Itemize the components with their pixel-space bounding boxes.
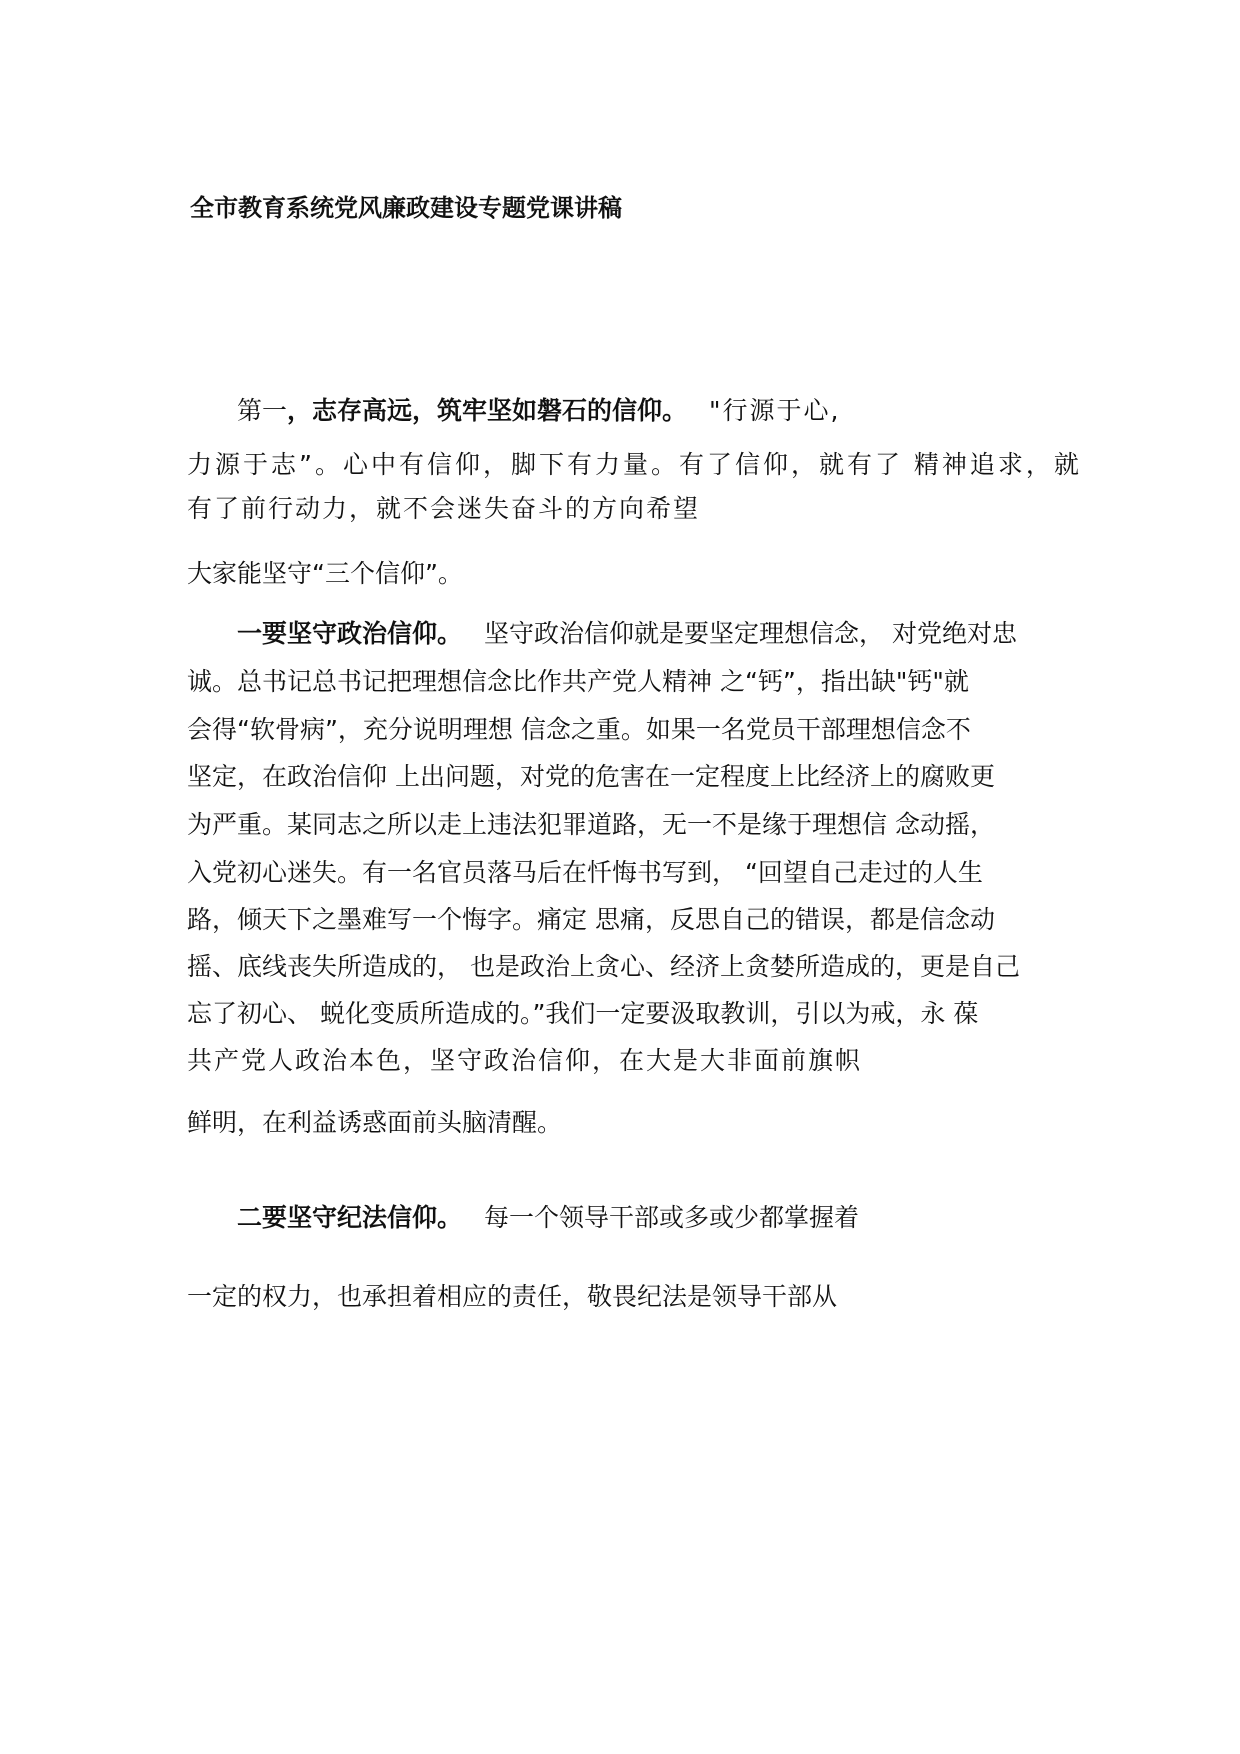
paragraph-3-line-1 bbox=[237, 1201, 859, 1235]
paragraph-2-line-11: 鲜明，在利益诱惑面前头脑清醒。 bbox=[187, 1108, 563, 1137]
paragraph-2-line-1 bbox=[237, 617, 1017, 651]
paragraph-2-line-9: 忘了初心、 蜕化变质所造成的。”我们一定要汲取教训，引以为戒，永 葆 bbox=[187, 999, 979, 1028]
paragraph-2-line-1-tail: 坚守政治信仰就是要坚定理想信念， 对党绝对忠 bbox=[484, 619, 1017, 648]
paragraph-2-line-6: 入党初心迷失。有一名官员落马后在忏悔书写到， “回望自己走过的人生 bbox=[187, 858, 983, 887]
paragraph-2-line-7: 路，倾天下之墨难写一个悔字。痛定 思痛，反思自己的错误，都是信念动 bbox=[187, 905, 995, 934]
paragraph-1-line-1-tail: "行源于心, bbox=[709, 396, 841, 425]
paragraph-1-line-3: 有了前行动力，就不会迷失奋斗的方向希望 bbox=[187, 494, 701, 523]
paragraph-1-line-1 bbox=[237, 394, 841, 428]
paragraph-1-line-4: 大家能坚守“三个信仰”。 bbox=[187, 559, 463, 588]
paragraph-3-line-1-tail: 每一个领导干部或多或少都掌握着 bbox=[484, 1203, 860, 1232]
paragraph-2-line-3: 会得“软骨病”，充分说明理想 信念之重。如果一名党员干部理想信念不 bbox=[187, 715, 971, 744]
paragraph-1-line-2: 力源于志”。心中有信仰，脚下有力量。有了信仰，就有了 精神追求，就 bbox=[187, 450, 1082, 479]
paragraph-2-line-10: 共产党人政治本色，坚守政治信仰，在大是大非面前旗帜 bbox=[187, 1046, 863, 1075]
document-title: 全市教育系统党风廉政建设专题党课讲稿 bbox=[190, 194, 622, 222]
paragraph-3-line-2: 一定的权力，也承担着相应的责任，敬畏纪法是领导干部从 bbox=[187, 1282, 838, 1311]
paragraph-1-lead: 第一 bbox=[237, 396, 288, 425]
paragraph-1-heading: 志存高远，筑牢坚如磐石的信仰。 bbox=[312, 396, 688, 425]
paragraph-2-line-2: 诚。总书记总书记把理想信念比作共产党人精神 之“钙”，指出缺"钙"就 bbox=[187, 667, 969, 696]
paragraph-3-heading: 二要坚守纪法信仰。 bbox=[237, 1203, 463, 1232]
paragraph-2-heading: 一要坚守政治信仰。 bbox=[237, 619, 463, 648]
paragraph-2-line-8: 摇、底线丧失所造成的， 也是政治上贪心、经济上贪婪所造成的，更是自己 bbox=[187, 952, 1020, 981]
paragraph-2-line-5: 为严重。某同志之所以走上违法犯罪道路，无一不是缘于理想信 念动摇， bbox=[187, 810, 995, 839]
paragraph-2-line-4: 坚定，在政治信仰 上出问题，对党的危害在一定程度上比经济上的腐败更 bbox=[187, 762, 995, 791]
paragraph-1-comma: ， bbox=[287, 396, 313, 425]
